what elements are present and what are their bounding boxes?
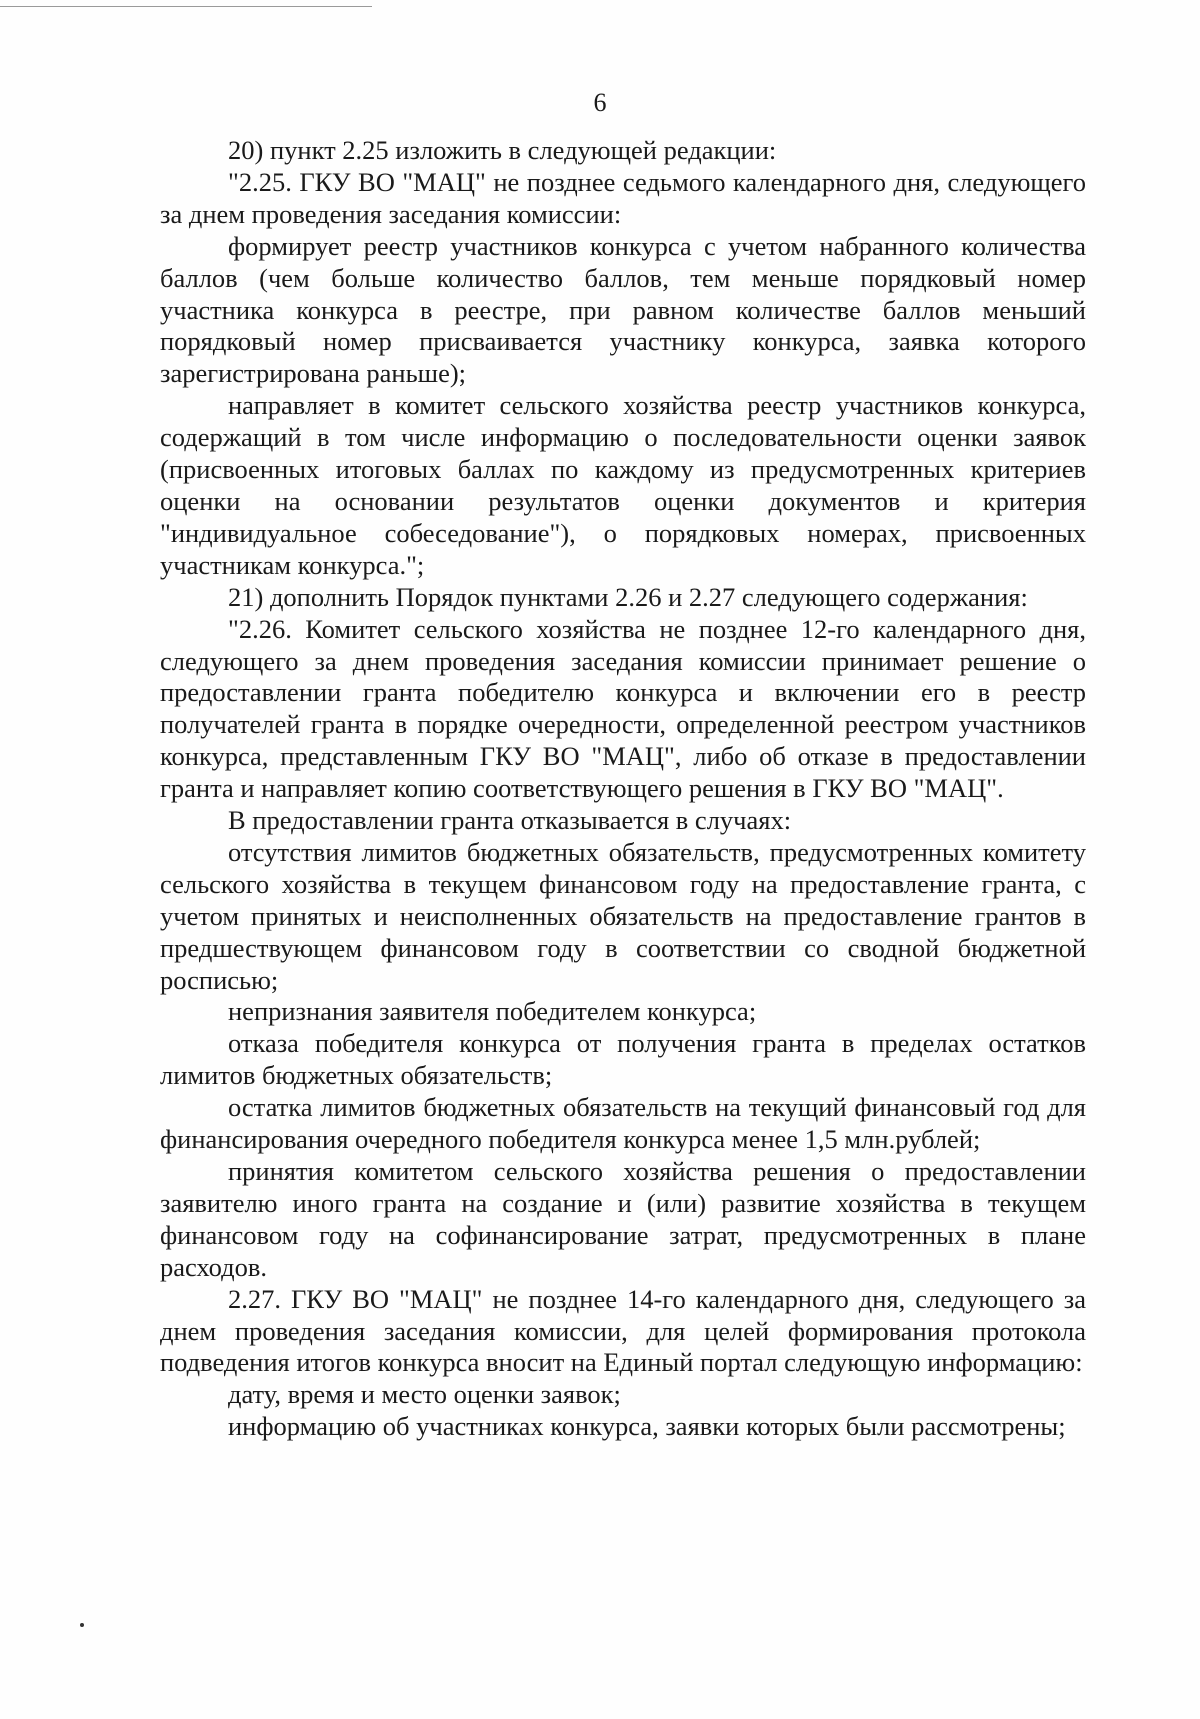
scan-edge-line xyxy=(0,6,372,7)
paragraph-registry-sending: направляет в комитет сельского хозяйства реестр участников конкурса, содержащий в том числе информацию о последовательности оценки заявок (присвоенных итоговых баллах по каждому из предусмотренных критериев оценки на основании результатов оценки документов и критерия "индивидуальное собеседование"), о порядковых номерах, присвоенных участникам конкурса."; xyxy=(160,390,1086,580)
page-number: 6 xyxy=(593,88,607,117)
paragraph-registry-formation: формирует реестр участников конкурса с учетом набранного количества баллов (чем больше количество баллов, тем меньше порядковый номер участника конкурса в реестре, при равном количестве баллов меньший порядковый номер присваивается участнику конкурса, заявка которого зарегистрирована раньше); xyxy=(160,230,1086,389)
paragraph-refusal-winner-declined: отказа победителя конкурса от получения гранта в пределах остатков лимитов бюджетных обязательств; xyxy=(160,1028,1086,1091)
paragraph-2-26: "2.26. Комитет сельского хозяйства не позднее 12-го календарного дня, следующего за днем проведения заседания комиссии принимает решение о предоставлении гранта победителю конкурса и включении его в реестр получателей гранта в порядке очередности, определенной реестром участников конкурса, представленным ГКУ ВО "МАЦ", либо об отказе в предоставлении гранта и направляет копию соответствующего решения в ГКУ ВО "МАЦ". xyxy=(160,613,1086,804)
paragraph-refusal-remaining-limits: остатка лимитов бюджетных обязательств на текущий финансовый год для финансирования очередного победителя конкурса менее 1,5 млн.рублей; xyxy=(160,1092,1086,1155)
paragraph-refusal-cases: В предоставлении гранта отказывается в случаях: xyxy=(228,805,792,836)
document-body xyxy=(160,135,1086,1443)
paragraph-item-20: 20) пункт 2.25 изложить в следующей редакции: xyxy=(228,135,777,165)
paragraph-participants-info: информацию об участниках конкурса, заявки которых были рассмотрены; xyxy=(228,1411,1066,1442)
scan-speck xyxy=(80,1623,84,1627)
paragraph-2-25: "2.25. ГКУ ВО "МАЦ" не позднее седьмого календарного дня, следующего за днем проведения заседания комиссии: xyxy=(160,166,1086,229)
paragraph-2-27: 2.27. ГКУ ВО "МАЦ" не позднее 14-го календарного дня, следующего за днем проведения заседания комиссии, для целей формирования протокола подведения итогов конкурса вносит на Единый портал следующую информацию: xyxy=(160,1283,1086,1378)
paragraph-refusal-no-limits: отсутствия лимитов бюджетных обязательств, предусмотренных комитету сельского хозяйства в текущем финансовом году на предоставление гранта, с учетом принятых и неисполненных обязательств на предоставление грантов в предшествующем финансовом году в соответствии со сводной бюджетной росписью; xyxy=(160,836,1086,995)
paragraph-date-time-place: дату, время и место оценки заявок; xyxy=(228,1379,621,1410)
paragraph-refusal-not-winner: непризнания заявителя победителем конкурса; xyxy=(228,996,757,1027)
paragraph-refusal-other-grant: принятия комитетом сельского хозяйства решения о предоставлении заявителю иного гранта на создание и (или) развитие хозяйства в текущем финансовом году на софинансирование затрат, предусмотренных в плане расходов. xyxy=(160,1156,1086,1282)
paragraph-item-21: 21) дополнить Порядок пунктами 2.26 и 2.27 следующего содержания: xyxy=(228,581,1028,612)
